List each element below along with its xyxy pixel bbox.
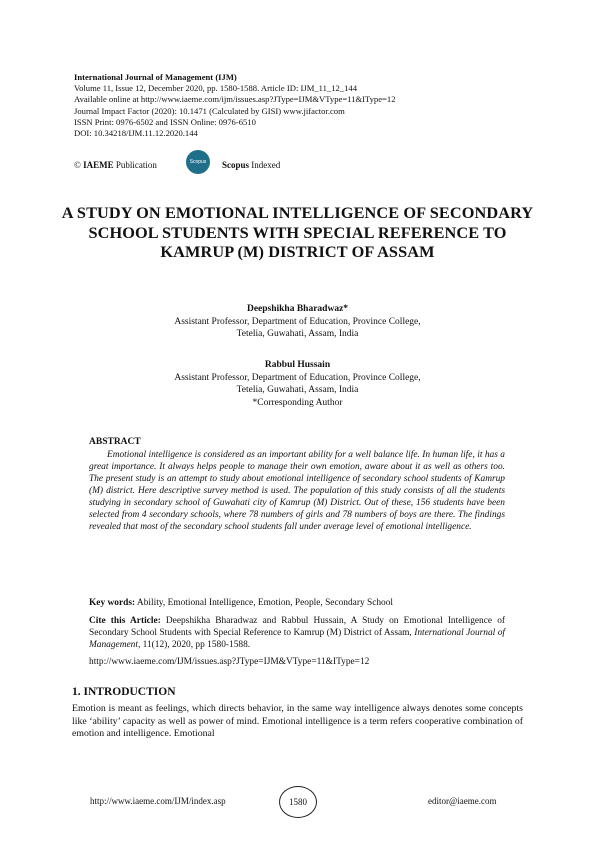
publication-row <box>74 150 534 176</box>
doi-info: DOI: 10.34218/IJM.11.12.2020.144 <box>74 128 198 139</box>
abstract-text: Emotional intelligence is considered as an important ability for a well balance life. In human life, it has a great importance. It always helps people to manage their own emotion, aware about it as well as others too. The present study is an attempt to study about emotional intelligence of secondary school students of Kamrup (M) district. Here descriptive survey method is used. The population of this study consists of all the students studying in secondary school of Guwahati city of Kamrup (M) District. Out of these, 156 students have been selected from 4 secondary schools, where 78 numbers of girls and 78 numbers of boys are there. The findings revealed that most of the secondary school students fall under average level of emotional intelligence. <box>89 450 505 532</box>
available-online[interactable]: Available online at http://www.iaeme.com/ijm/issues.asp?JType=IJM&VType=11&IType=12 <box>74 94 396 105</box>
author-name: Rabbul Hussain <box>264 360 331 370</box>
issn-info: ISSN Print: 0976-6502 and ISSN Online: 0976-6510 <box>74 116 256 127</box>
keywords-text: Ability, Emotional Intelligence, Emotion, People, Secondary School <box>136 598 394 608</box>
page-number: 1580 <box>279 786 317 818</box>
author-affiliation: Assistant Professor, Department of Education, Province College, <box>174 372 421 383</box>
section-body: Emotion is meant as feelings, which directs behavior, in the same way intelligence always denotes some concepts like ‘ability’ capacity as well as power of mind. Emotional intelligence is a term refers cooperative combination of emotion and intelligence. Emotional <box>72 703 523 739</box>
scopus-logo-icon <box>186 150 210 174</box>
publisher-line <box>74 160 157 170</box>
scopus-indexed <box>222 160 280 170</box>
author-affiliation-location: Tetelia, Guwahati, Assam, India <box>236 329 359 340</box>
author-affiliation: Assistant Professor, Department of Education, Province College, <box>174 316 421 327</box>
publisher-name: IAEME <box>83 160 114 170</box>
scopus-word: Scopus <box>222 160 250 170</box>
citation-text: Deepshikha Bharadwaz and Rabbul Hussain, A Study on Emotional Intelligence of Secondary School Students with Special Reference to Kamrup (M) District of Assam, <box>89 616 506 638</box>
journal-header <box>74 72 534 139</box>
author-block-1 <box>60 303 535 341</box>
abstract-section <box>89 437 505 533</box>
abstract-heading: ABSTRACT <box>89 437 141 447</box>
volume-info: Volume 11, Issue 12, December 2020, pp. 1580-1588. Article ID: IJM_11_12_144 <box>74 83 357 94</box>
journal-name: International Journal of Management (IJM) <box>74 72 237 82</box>
author-name: Deepshikha Bharadwaz* <box>246 304 349 314</box>
scopus-logo-text: Scopus <box>189 159 207 165</box>
citation-block <box>89 615 505 651</box>
author-affiliation-location: Tetelia, Guwahati, Assam, India <box>236 385 359 396</box>
impact-factor: Journal Impact Factor (2020): 10.1471 (Calculated by GISI) www.jifactor.com <box>74 105 345 116</box>
paper-title: A STUDY ON EMOTIONAL INTELLIGENCE OF SECONDARY SCHOOL STUDENTS WITH SPECIAL REFERENCE TO KAMRUP (M) DISTRICT OF ASSAM <box>61 203 534 261</box>
keywords-label: Key words: <box>89 598 136 608</box>
citation-url[interactable]: http://www.iaeme.com/IJM/issues.asp?JType=IJM&VType=11&IType=12 <box>89 657 370 667</box>
keywords-line <box>89 598 505 608</box>
section-heading: 1. INTRODUCTION <box>72 686 176 698</box>
page-footer <box>0 786 595 820</box>
footer-url[interactable]: http://www.iaeme.com/IJM/index.asp <box>90 796 226 806</box>
corresponding-author-note: *Corresponding Author <box>252 397 343 408</box>
citation-journal: International Journal of Management, <box>89 628 505 650</box>
copyright-symbol: © <box>74 160 81 170</box>
citation-label: Cite this Article: <box>89 616 161 626</box>
author-block-2 <box>60 359 535 409</box>
publication-word: Publication <box>115 160 157 170</box>
indexed-word: Indexed <box>251 160 281 170</box>
footer-email[interactable]: editor@iaeme.com <box>428 796 497 806</box>
citation-details: 11(12), 2020, pp 1580-1588. <box>142 640 251 650</box>
